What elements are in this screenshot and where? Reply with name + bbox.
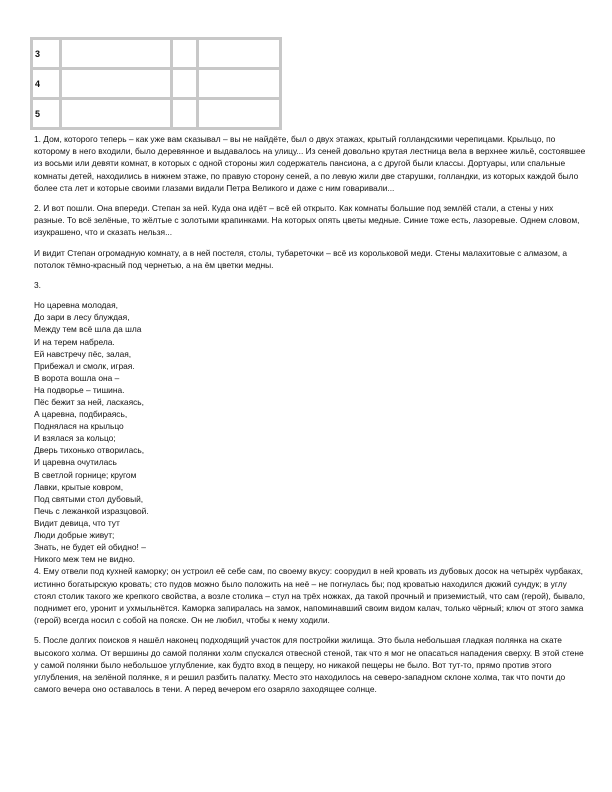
table-row (32, 39, 281, 69)
table-cell (172, 39, 198, 69)
poem-line: Пёс бежит за ней, ласкаясь, (34, 396, 144, 407)
poem-line: Люди добрые живут; (34, 530, 115, 541)
table-row (32, 69, 281, 99)
poem-line: Но царевна молодая, (34, 300, 118, 311)
poem-line: И на терем набрела. (34, 336, 115, 347)
poem (34, 299, 586, 565)
poem-line: А царевна, подбираясь, (34, 409, 128, 420)
table-cell (61, 39, 172, 69)
table-cell (61, 99, 172, 129)
paragraph-5: 5. После долгих поисков я нашёл наконец подходящий участок для постройки жилища. Это была небольшая гладкая полянка на скате высокого холма. От вершины до самой полянки холм спускался отвесной стеной, так что я мог не опасаться нападения сверху. В этой стене у самой полянки было небольшое углубление, как будто вход в пещеру, но никакой пещеры не было. Вот тут-то, прямо против этого углубления, на зелёной полянке, я и решил разбить палатку. Место это находилось на северо-западном склоне холма, так что почти до самого вечера оно оставалось в тени. А перед вечером его озаряло заходящее солнце. (34, 635, 584, 695)
table-row (32, 99, 281, 129)
paragraph-2: 2. И вот пошли. Она впереди. Степан за ней. Куда она идёт – всё ей открыто. Как комнаты большие под землёй стали, а стены у них разные. То всё зелёные, то жёлтые с золотыми крапинками. На которых опять цветы медные. Синие тоже есть, лазоревые. Однем словом, изукрашено, что и сказать нельзя... (34, 203, 580, 238)
poem-line: Ей навстречу пёс, залая, (34, 348, 132, 359)
poem-line: Никого меж тем не видно. (34, 554, 135, 565)
poem-line: В ворота вошла она – (34, 372, 120, 383)
answer-table (30, 37, 282, 130)
poem-line: Знать, не будет ей обидно! – (34, 542, 146, 553)
poem-line: Поднялася на крыльцо (34, 421, 124, 432)
table-cell (61, 69, 172, 99)
poem-line: Печь с лежанкой изразцовой. (34, 505, 149, 516)
poem-line: Видит девица, что тут (34, 517, 120, 528)
poem-line: В светлой горнице; кругом (34, 469, 137, 480)
paragraph-4: 4. Ему отвели под кухней каморку; он устроил её себе сам, по своему вкусу: соорудил в ней кровать из дубовых досок на четырёх чурбаках, истинно богатырскую кровать; сто пудов можно было положить на неё – не погнулась бы; под кроватью находился дюжий сундук; в углу стоял столик такого же крепкого свойства, а возле столика – стул на трёх ножках, да такой прочный и приземистый, что сам (герой), бывало, поднимет его, уронит и ухмыльнётся. Каморка запиралась на замок, напоминавший своим видом калач, только чёрный; ключ от этого замка (герой) всегда носил с собой на пояске. Он не любил, чтобы к нему ходили. (34, 566, 585, 626)
row-number: 3 (32, 39, 61, 69)
poem-line: Лавки, крытые ковром, (34, 481, 124, 492)
poem-line: Под святыми стол дубовый, (34, 493, 144, 504)
poem-line: До зари в лесу блуждая, (34, 312, 130, 323)
table-cell (198, 99, 281, 129)
poem-line: И царевна очутилась (34, 457, 117, 468)
table-cell (198, 39, 281, 69)
row-number: 5 (32, 99, 61, 129)
poem-line: И взялася за кольцо; (34, 433, 116, 444)
table-cell (198, 69, 281, 99)
paragraph-1: 1. Дом, которого теперь – как уже вам сказывал – вы не найдёте, был о двух этажах, крытый голландскими черепицами. Крыльцо, по которому в него входили, было деревянное и выдавалось на улицу... Из сеней довольно крутая лестница вела в верхнее жильё, состоявшее из восьми или девяти комнат, в которых с одной стороны жил содержатель пансиона, а с другой были классы. Дортуары, или спальные комнаты детей, находились в нижнем этаже, по правую сторону сеней, а по левую жили две старушки, голландки, из которых каждой было более ста лет и которые своими глазами видали Петра Великого и даже с ним говаривали... (34, 134, 586, 193)
table-cell (172, 99, 198, 129)
poem-line: Прибежал и смолк, играя. (34, 360, 135, 371)
table-cell (172, 69, 198, 99)
poem-line: Дверь тихонько отворилась, (34, 445, 145, 456)
paragraph-number-3: 3. (34, 280, 41, 291)
poem-line: На подворье – тишина. (34, 384, 125, 395)
poem-line: Между тем всё шла да шла (34, 324, 142, 335)
row-number: 4 (32, 69, 61, 99)
document-body (34, 133, 586, 703)
paragraph-3: И видит Степан огромадную комнату, а в ней постеля, столы, тубареточки – всё из корольковой меди. Стены малахитовые с алмазом, а потолок тёмно-красный под чернетью, а на ём цветки медны. (34, 247, 568, 270)
